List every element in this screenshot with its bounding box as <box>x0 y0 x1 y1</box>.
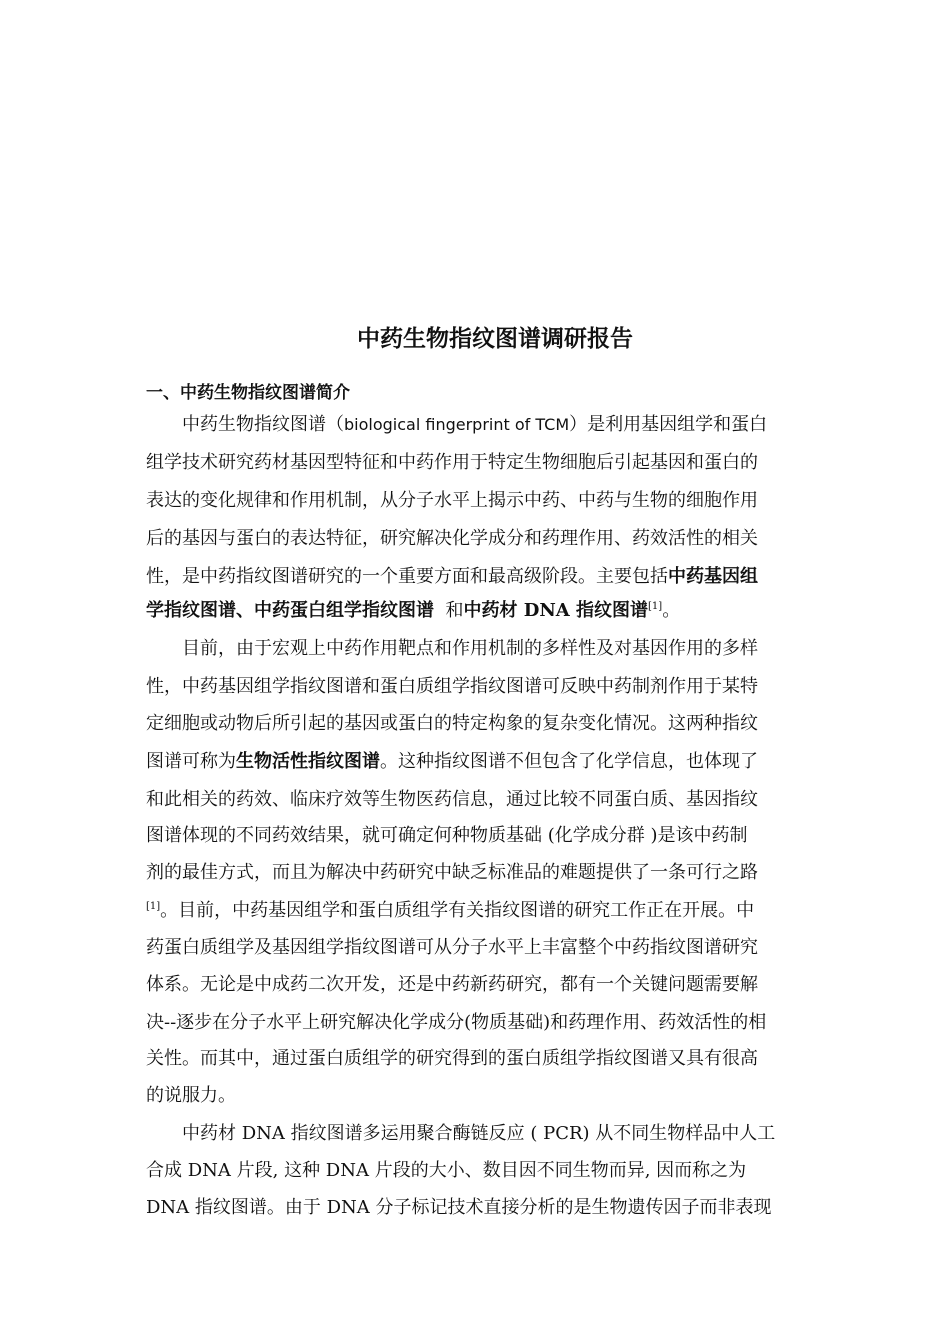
paragraph-3-line-3: DNA 指纹图谱。由于 DNA 分子标记技术直接分析的是生物遗传因子而非表现 <box>146 1197 772 1218</box>
citation-ref: [1] <box>146 901 161 912</box>
paragraph-1-line-5 <box>146 562 758 592</box>
paragraph-1-line-4: 后的基因与蛋白的表达特征，研究解决化学成分和药理作用、药效活性的相关 <box>146 528 758 549</box>
text-run: 中药生物指纹图谱（ <box>182 414 344 435</box>
text-run: 。这种指纹图谱不但包含了化学信息，也体现了 <box>380 751 758 772</box>
text-run: 性，是中药指纹图谱研究的一个重要方面和最高级阶段。主要包括 <box>146 566 668 587</box>
bold-term: 学指纹图谱 <box>146 600 236 621</box>
paragraph-1-line-3: 表达的变化规律和作用机制，从分子水平上揭示中药、中药与生物的细胞作用 <box>146 490 758 511</box>
paragraph-2-line-10: 体系。无论是中成药二次开发，还是中药新药研究，都有一个关键问题需要解 <box>146 974 758 995</box>
paragraph-2-line-11: 决--逐步在分子水平上研究解决化学成分(物质基础)和药理作用、药效活性的相 <box>146 1012 767 1033</box>
bold-term: 生物活性指纹图谱 <box>236 751 380 772</box>
bold-term: 中药材 DNA 指纹图谱 <box>463 600 649 621</box>
bold-term: 中药蛋白组学指纹图谱 <box>254 600 434 621</box>
text-run: 和 <box>445 600 464 621</box>
paragraph-1-line-1 <box>182 410 767 440</box>
text-run: 、 <box>236 600 254 621</box>
paragraph-1-line-6 <box>146 596 680 626</box>
paragraph-2-line-13: 的说服力。 <box>146 1085 236 1106</box>
paragraph-3-line-1: 中药材 DNA 指纹图谱多运用聚合酶链反应 ( PCR) 从不同生物样品中人工 <box>182 1123 776 1144</box>
document-title: 中药生物指纹图谱调研报告 <box>357 326 633 352</box>
paragraph-2-line-7: 剂的最佳方式，而且为解决中药研究中缺乏标准品的难题提供了一条可行之路 <box>146 862 758 883</box>
paragraph-2-line-8 <box>146 896 754 926</box>
citation-ref: [1] <box>648 601 663 612</box>
paragraph-2-line-6: 图谱体现的不同药效结果，就可确定何种物质基础 (化学成分群 )是该中药制 <box>146 825 748 846</box>
paragraph-2-line-4 <box>146 747 758 777</box>
paragraph-2-line-5: 和此相关的药效、临床疗效等生物医药信息，通过比较不同蛋白质、基因指纹 <box>146 789 758 810</box>
bold-term: 中药基因组 <box>668 566 758 587</box>
paragraph-2-line-1: 目前，由于宏观上中药作用靶点和作用机制的多样性及对基因作用的多样 <box>182 638 758 659</box>
paragraph-2-line-9: 药蛋白质组学及基因组学指纹图谱可从分子水平上丰富整个中药指纹图谱研究 <box>146 937 758 958</box>
paragraph-1-line-2: 组学技术研究药材基因型特征和中药作用于特定生物细胞后引起基因和蛋白的 <box>146 452 758 473</box>
paragraph-3-line-2: 合成 DNA 片段, 这种 DNA 片段的大小、数目因不同生物而异, 因而称之为 <box>146 1160 747 1181</box>
text-run: ）是利用基因组学和蛋白 <box>569 414 768 435</box>
text-run: 图谱可称为 <box>146 751 236 772</box>
text-run: 。 <box>662 600 681 621</box>
paragraph-2-line-3: 定细胞或动物后所引起的基因或蛋白的特定构象的复杂变化情况。这两种指纹 <box>146 713 758 734</box>
paragraph-2-line-12: 关性。而其中，通过蛋白质组学的研究得到的蛋白质组学指纹图谱又具有很高 <box>146 1048 758 1069</box>
section-heading: 一、中药生物指纹图谱简介 <box>146 383 350 403</box>
paragraph-2-line-2: 性，中药基因组学指纹图谱和蛋白质组学指纹图谱可反映中药制剂作用于某特 <box>146 676 758 697</box>
text-run: 。目前，中药基因组学和蛋白质组学有关指纹图谱的研究工作正在开展。中 <box>160 900 755 921</box>
english-term: biological fingerprint of TCM <box>344 415 570 434</box>
